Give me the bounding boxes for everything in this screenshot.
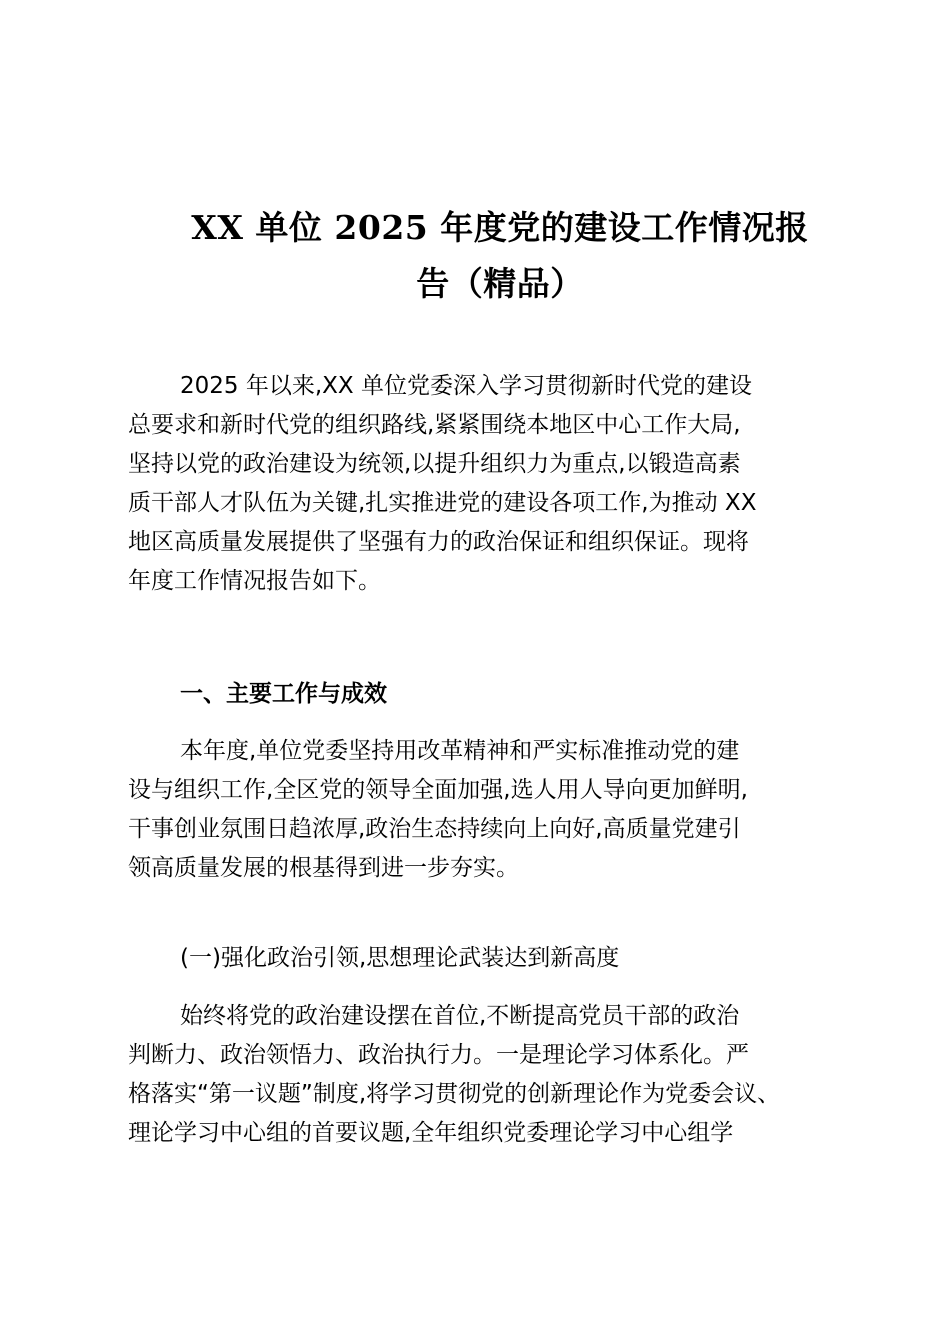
subsection-1-paragraph xyxy=(128,997,828,1153)
subsection-1-line-3: 格落实“第一议题”制度,将学习贯彻党的创新理论作为党委会议、 xyxy=(128,1081,781,1107)
section-1-line-3: 干事创业氛围日趋浓厚,政治生态持续向上向好,高质量党建引 xyxy=(128,816,741,842)
intro-line-2: 总要求和新时代党的组织路线,紧紧围绕本地区中心工作大局, xyxy=(128,412,741,438)
intro-paragraph xyxy=(128,367,828,601)
intro-line-1: 2025 年以来,XX 单位党委深入学习贯彻新时代党的建设 xyxy=(180,373,752,399)
section-1-heading: 一、主要工作与成效 xyxy=(180,681,387,707)
intro-line-5: 地区高质量发展提供了坚强有力的政治保证和组织保证。现将 xyxy=(128,529,749,555)
title-line-1: XX 单位 2025 年度党的建设工作情况报 xyxy=(191,208,809,247)
section-1-paragraph xyxy=(128,732,828,888)
title-line-2: 告（精品） xyxy=(416,264,584,303)
section-1-line-4: 领高质量发展的根基得到进一步夯实。 xyxy=(128,855,519,881)
document-title xyxy=(160,200,840,312)
section-1-line-1: 本年度,单位党委坚持用改革精神和严实标准推动党的建 xyxy=(180,738,740,764)
intro-line-4: 质干部人才队伍为关键,扎实推进党的建设各项工作,为推动 XX xyxy=(128,490,757,516)
subsection-1-heading: (一)强化政治引领,思想理论武装达到新高度 xyxy=(180,945,620,971)
section-1-heading-block xyxy=(128,675,828,714)
section-1-line-2: 设与组织工作,全区党的领导全面加强,选人用人导向更加鲜明, xyxy=(128,777,748,803)
intro-line-3: 坚持以党的政治建设为统领,以提升组织力为重点,以锻造高素 xyxy=(128,451,741,477)
subsection-1-heading-block xyxy=(128,939,828,978)
subsection-1-line-4: 理论学习中心组的首要议题,全年组织党委理论学习中心组学 xyxy=(128,1120,734,1146)
subsection-1-line-2: 判断力、政治领悟力、政治执行力。一是理论学习体系化。严 xyxy=(128,1042,749,1068)
intro-line-6: 年度工作情况报告如下。 xyxy=(128,568,381,594)
subsection-1-line-1: 始终将党的政治建设摆在首位,不断提高党员干部的政治 xyxy=(180,1003,740,1029)
